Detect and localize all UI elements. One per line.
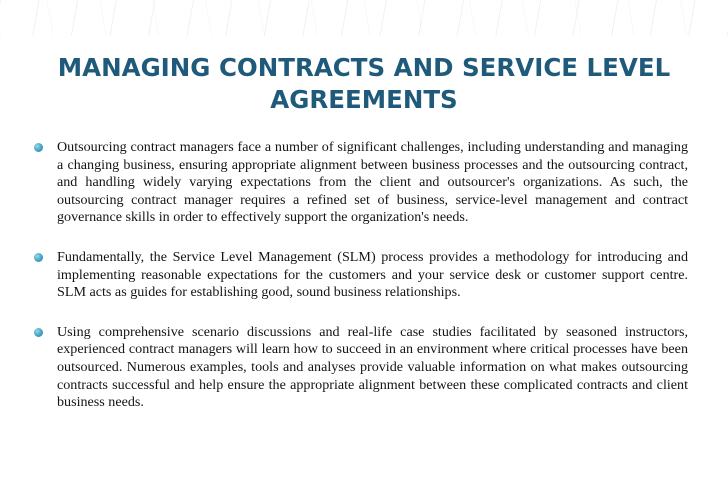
bullet-text-3: Using comprehensive scenario discussions and real-life case studies facilitated by seasoned instructors, experienced contract managers will learn how to succeed in an environment where critical processes have been outsourced. Numerous examples, tools and analyses provide valuable information on what makes outsourcing contracts successful and help ensure the appropriate alignment between these complicated contracts and client business needs. [57, 323, 688, 411]
slide-title: MANAGING CONTRACTS AND SERVICE LEVEL AGREEMENTS [57, 53, 671, 114]
bullet-text-2: Fundamentally, the Service Level Management (SLM) process provides a methodology for introducing and implementing reasonable expectations for the customers and your service desk or customer support centre. SLM acts as guides for establishing good, sound business relationships. [57, 248, 688, 301]
bullet-list [34, 139, 688, 434]
bullet-dot-icon [34, 253, 43, 262]
bullet-text-1: Outsourcing contract managers face a number of significant challenges, including understanding and managing a changing business, ensuring appropriate alignment between business processes and the outsourcing contract, and handling widely varying expectations from the client and outsourcer's organizations. As such, the outsourcing contract manager requires a refined set of business, service-level management and contract governance skills in order to effectively support the organization's needs. [57, 139, 688, 226]
bullet-dot-icon [34, 328, 43, 337]
bullet-item-2 [34, 249, 688, 302]
decorative-header-pattern [0, 0, 728, 36]
bullet-dot-icon [34, 143, 43, 152]
bullet-item-3 [34, 324, 688, 412]
bullet-item-1 [34, 139, 688, 227]
